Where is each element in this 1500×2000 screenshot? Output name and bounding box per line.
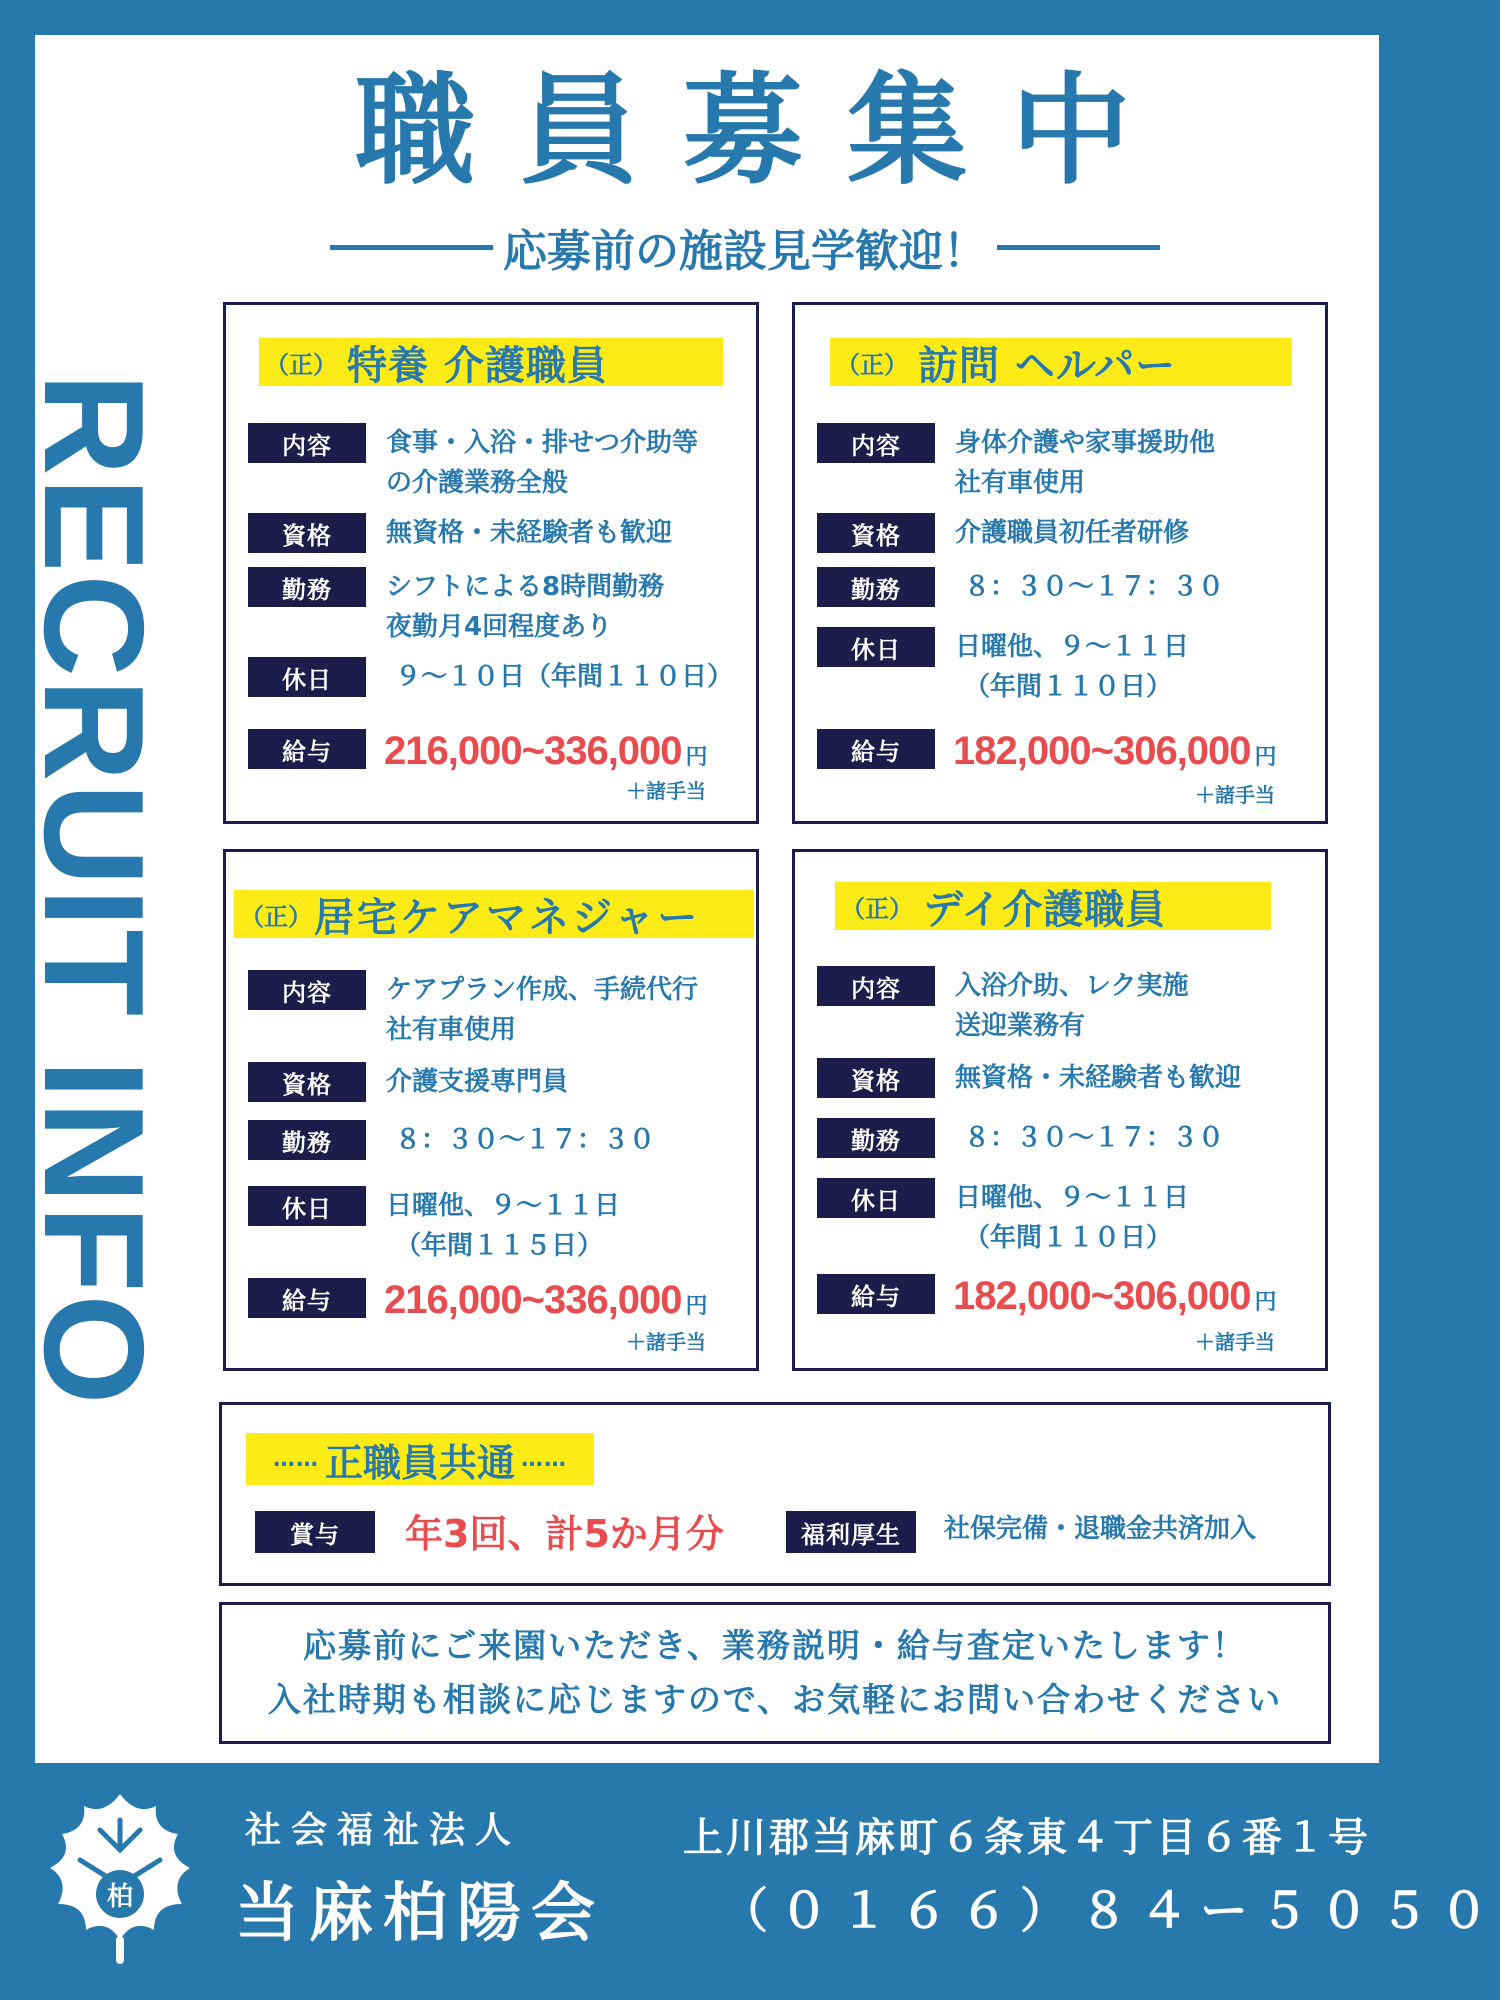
tag-qualification: 資格 [817, 1058, 935, 1098]
value-qualification: 無資格・未経験者も歓迎 [386, 518, 673, 548]
value-holiday: 日曜他、９～１１日 （年間１１０日） [955, 1183, 1190, 1253]
row-content [817, 966, 1317, 1046]
card-prefix: （正） [265, 350, 337, 379]
notice-line-2: 入社時期も相談に応じますので、お気軽にお問い合わせください [267, 1680, 1283, 1719]
card-prefix: （正） [836, 350, 908, 379]
row-content [248, 970, 748, 1050]
tag-content: 内容 [817, 423, 935, 463]
value-content: 入浴介助、レク実施 送迎業務有 [955, 971, 1189, 1041]
card-title: デイ介護職員 [923, 886, 1167, 933]
phone-number: （０１６６）８４ー５０５０ [720, 1883, 1500, 1939]
card-title: 訪問 ヘルパー [918, 342, 1177, 389]
tag-content: 内容 [248, 423, 366, 463]
allowance: ＋諸手当 [1195, 783, 1275, 807]
value-work: ８：３０～１７：３０ [386, 1125, 656, 1155]
salary-amount: 182,000~306,000 [953, 1274, 1251, 1318]
tag-holiday: 休日 [248, 657, 366, 697]
tag-content: 内容 [248, 970, 366, 1010]
allowance: ＋諸手当 [626, 1330, 706, 1354]
card-header [830, 338, 1292, 389]
salary-amount: 216,000~336,000 [384, 1278, 682, 1322]
row-holiday [817, 1178, 1317, 1258]
tag-bonus: 賞与 [255, 1511, 375, 1553]
salary-unit: 円 [1254, 1290, 1277, 1315]
common-title: 正職員共通 [324, 1440, 515, 1485]
tag-content: 内容 [817, 966, 935, 1006]
value-content: 身体介護や家事援助他 社有車使用 [955, 428, 1216, 498]
tag-work: 勤務 [817, 1118, 935, 1158]
row-work [817, 567, 1317, 607]
row-qualification [817, 1058, 1317, 1098]
tag-qualification: 資格 [248, 1062, 366, 1102]
job-card-homon [792, 302, 1328, 824]
value-qualification: 介護支援専門員 [386, 1067, 569, 1097]
salary-amount: 182,000~306,000 [953, 729, 1251, 773]
job-card-tokuyo [223, 302, 759, 824]
job-card-caremanager [223, 849, 759, 1371]
tag-salary: 給与 [817, 1274, 935, 1314]
subtitle-rule-right [997, 245, 1160, 250]
common-header [246, 1433, 594, 1485]
salary-unit: 円 [1254, 745, 1277, 770]
value-work: シフトによる8時間勤務 夜勤月4回程度あり [386, 572, 665, 642]
recruit-info-vertical: RECRUIT INFO [14, 373, 173, 1407]
card-prefix: （正） [240, 902, 312, 931]
value-salary [953, 729, 1277, 774]
subtitle [330, 215, 1160, 279]
tag-holiday: 休日 [817, 1178, 935, 1218]
row-holiday [817, 627, 1317, 707]
salary-unit: 円 [685, 1294, 708, 1319]
notice-box [219, 1602, 1331, 1744]
tag-holiday: 休日 [248, 1186, 366, 1226]
row-holiday [248, 1186, 748, 1266]
tag-salary: 給与 [248, 729, 366, 769]
org-type: 社会福祉法人 [245, 1810, 522, 1851]
tag-work: 勤務 [248, 1120, 366, 1160]
row-qualification [248, 513, 748, 553]
tag-work: 勤務 [248, 567, 366, 607]
row-salary [817, 729, 1317, 774]
kashiwa-leaf-logo-icon [40, 1790, 200, 1962]
value-salary [953, 1274, 1277, 1319]
row-work [817, 1118, 1317, 1158]
emblem-char: 柏 [106, 1882, 134, 1912]
row-holiday [248, 657, 748, 697]
common-benefits-box [219, 1402, 1331, 1586]
value-work: ８：３０～１７：３０ [955, 1123, 1225, 1153]
row-work [248, 567, 748, 647]
row-qualification [248, 1062, 748, 1102]
dots-right: …… [521, 1446, 567, 1472]
tag-holiday: 休日 [817, 627, 935, 667]
tag-work: 勤務 [817, 567, 935, 607]
value-holiday: 日曜他、９～１１日 （年間１１５日） [386, 1191, 621, 1261]
tag-qualification: 資格 [817, 513, 935, 553]
tag-qualification: 資格 [248, 513, 366, 553]
value-work: ８：３０～１７：３０ [955, 572, 1225, 602]
address: 上川郡当麻町６条東４丁目６番１号 [683, 1815, 1371, 1861]
tag-welfare: 福利厚生 [786, 1511, 916, 1553]
card-header [835, 882, 1271, 933]
value-holiday: ９～１０日（年間１１０日） [386, 662, 734, 692]
dots-left: …… [272, 1446, 319, 1472]
card-prefix: （正） [841, 894, 913, 923]
row-salary [248, 729, 748, 774]
page-title: 職員募集中 [355, 62, 1175, 201]
row-content [248, 423, 748, 503]
subtitle-text: 応募前の施設見学歓迎！ [503, 226, 987, 277]
value-content: ケアプラン作成、手続代行 社有車使用 [386, 975, 699, 1045]
card-header [234, 890, 754, 941]
tag-salary: 給与 [248, 1278, 366, 1318]
card-title: 居宅ケアマネジャー [314, 894, 701, 941]
card-title: 特養 介護職員 [347, 342, 608, 389]
subtitle-rule-left [330, 245, 493, 250]
row-salary [248, 1278, 748, 1323]
value-holiday: 日曜他、９～１１日 （年間１１０日） [955, 632, 1190, 702]
job-card-day [792, 849, 1328, 1371]
value-content: 食事・入浴・排せつ介助等 の介護業務全般 [386, 428, 699, 498]
value-qualification: 介護職員初任者研修 [955, 518, 1190, 548]
allowance: ＋諸手当 [1195, 1330, 1275, 1354]
value-salary [384, 1278, 708, 1323]
tag-salary: 給与 [817, 729, 935, 769]
row-qualification [817, 513, 1317, 553]
value-bonus: 年3回、計5か月分 [405, 1512, 724, 1556]
value-qualification: 無資格・未経験者も歓迎 [955, 1063, 1242, 1093]
allowance: ＋諸手当 [626, 779, 706, 803]
card-header [259, 338, 723, 389]
value-salary [384, 729, 708, 774]
salary-unit: 円 [685, 745, 708, 770]
org-name: 当麻柏陽会 [235, 1877, 605, 1951]
salary-amount: 216,000~336,000 [384, 729, 682, 773]
notice-line-1: 応募前にご来園いただき、業務説明・給与査定いたします！ [303, 1626, 1247, 1665]
row-salary [817, 1274, 1317, 1319]
row-content [817, 423, 1317, 503]
row-work [248, 1120, 748, 1160]
value-welfare: 社保完備・退職金共済加入 [944, 1514, 1257, 1544]
